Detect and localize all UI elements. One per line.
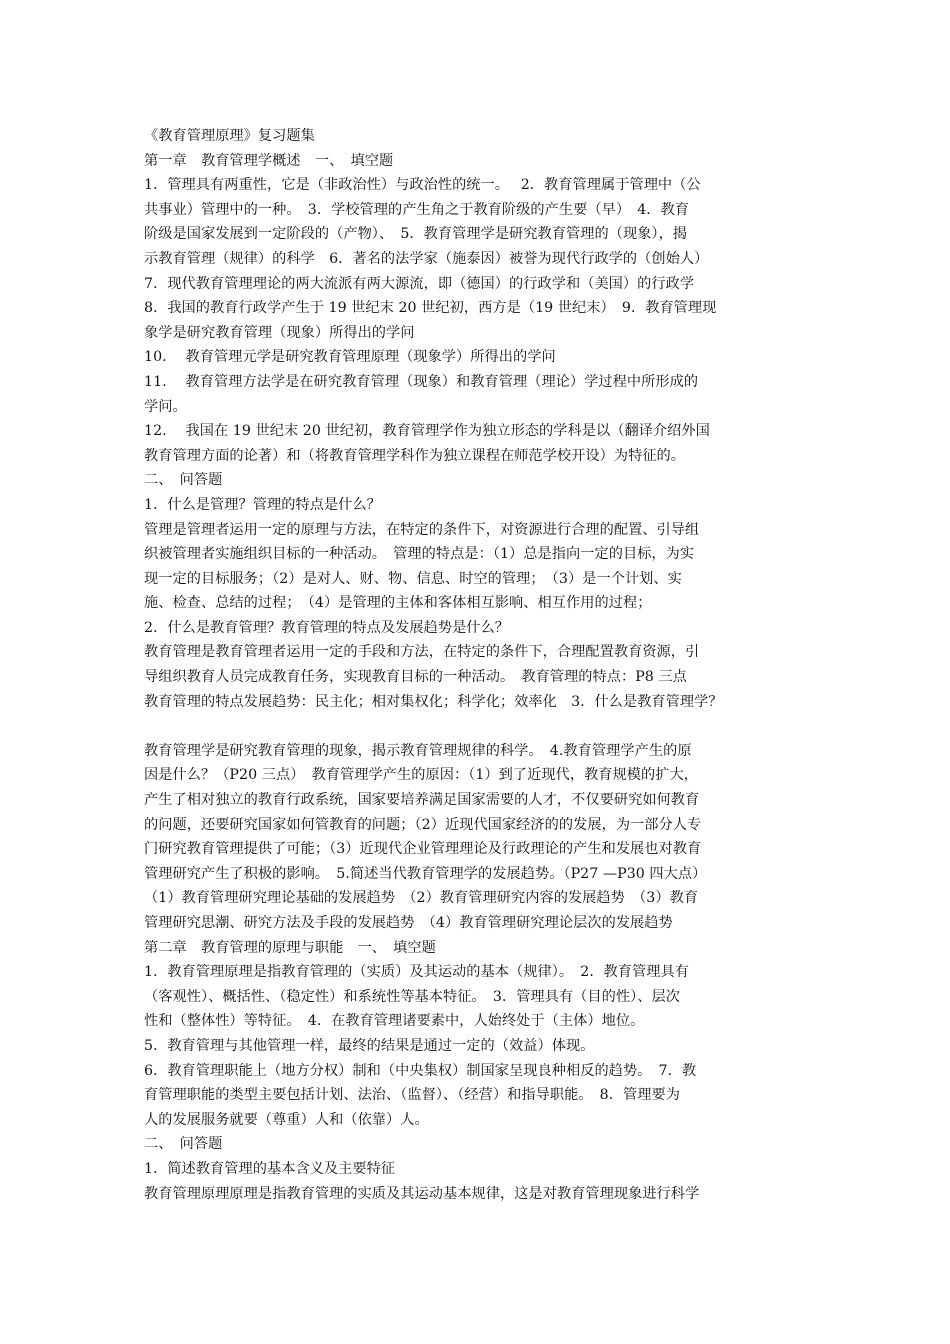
chapter-2-heading: 第二章 教育管理的原理与职能 一、 填空题 xyxy=(144,939,436,956)
text-line: 8．我国的教育行政学产生于 19 世纪末 20 世纪初，西方是（19 世纪末） 9．教育管理现 xyxy=(144,300,717,317)
text-line: 人的发展服务就要（尊重）人和（依靠）人。 xyxy=(144,1111,429,1128)
text-line: 象学是研究教育管理（现象）所得出的学问 xyxy=(144,324,415,341)
text-line: 11. 教育管理方法学是在研究教育管理（现象）和教育管理（理论）学过程中所形成的 xyxy=(144,373,699,390)
text-line: 7．现代教育管理理论的两大流派有两大源流，即（德国）的行政学和（美国）的行政学 xyxy=(144,275,695,292)
text-line: 5．教育管理与其他管理一样，最终的结果是通过一定的（效益）体现。 xyxy=(144,1037,595,1054)
question-line: 2．什么是教育管理？教育管理的特点及发展趋势是什么？ xyxy=(144,619,510,636)
text-line: 示教育管理（规律）的科学 6．著名的法学家（施泰因）被誉为现代行政学的（创始人） xyxy=(144,250,709,267)
text-line: 教育管理原理原理是指教育管理的实质及其运动基本规律，这是对教育管理现象进行科学 xyxy=(144,1185,700,1202)
section-heading: 二、 问答题 xyxy=(144,472,223,489)
text-line: 施、检查、总结的过程； （4）是管理的主体和客体相互影响、相互作用的过程； xyxy=(144,595,652,612)
text-line: 学问。 xyxy=(144,398,187,415)
text-line: 教育管理是教育管理者运用一定的手段和方法，在特定的条件下，合理配置教育资源，引 xyxy=(144,644,700,661)
text-line: 教育管理的特点发展趋势：民主化；相对集权化；科学化；效率化 3．什么是教育管理学？ xyxy=(144,693,723,710)
text-line: 现一定的目标服务；（2）是对人、财、物、信息、时空的管理； （3）是一个计划、实 xyxy=(144,570,682,587)
text-line: 门研究教育管理提供了可能；（3）近现代企业管理理论及行政理论的产生和发展也对教育 xyxy=(144,841,702,858)
text-line: 1．管理具有两重性，它是（非政治性）与政治性的统一。 2．教育管理属于管理中（公 xyxy=(144,177,701,194)
text-line: （客观性）、概括性、（稳定性）和系统性等基本特征。 3．管理具有（目的性）、层次 xyxy=(144,988,680,1005)
text-line: 教育管理方面的论著）和（将教育管理学科作为独立课程在师范学校开设）为特征的。 xyxy=(144,447,686,464)
text-line: 管理研究思潮、研究方法及手段的发展趋势 （4）教育管理研究理论层次的发展趋势 xyxy=(144,915,673,931)
text-line: 的问题，还要研究国家如何管教育的问题；（2）近现代国家经济的的发展，为一部分人专 xyxy=(144,816,702,833)
text-line: 导组织教育人员完成教育任务，实现教育目标的一种活动。 教育管理的特点：P8 三点 xyxy=(144,669,687,686)
text-line: 10. 教育管理元学是研究教育管理原理（现象学）所得出的学问 xyxy=(144,349,556,366)
text-line: 管理是管理者运用一定的原理与方法，在特定的条件下，对资源进行合理的配置、引导组 xyxy=(144,521,700,538)
text-line: 性和（整体性）等特征。 4．在教育管理诸要素中，人始终处于（主体）地位。 xyxy=(144,1013,645,1030)
text-line: 管理研究产生了积极的影响。 5.简述当代教育管理学的发展趋势。（P27 —P30 四大点） xyxy=(144,865,707,882)
text-line: （1）教育管理研究理论基础的发展趋势 （2）教育管理研究内容的发展趋势 （3）教育 xyxy=(144,890,699,907)
section-heading: 二、 问答题 xyxy=(144,1136,223,1153)
question-line: 1．什么是管理？管理的特点是什么？ xyxy=(144,496,381,513)
document-title: 《教育管理原理》复习题集 xyxy=(144,128,315,144)
text-line: 12. 我国在 19 世纪末 20 世纪初，教育管理学作为独立形态的学科是以（翻译介绍外国 xyxy=(144,423,710,440)
chapter-1-heading: 第一章 教育管理学概述 一、 填空题 xyxy=(144,152,394,169)
text-line: 阶级是国家发展到一定阶段的（产物）、 5．教育管理学是研究教育管理的（现象），揭 xyxy=(144,226,688,243)
text-line: 共事业）管理中的一种。 3．学校管理的产生角之于教育阶级的产生要（早） 4．教育 xyxy=(144,201,689,218)
text-line: 因是什么？（P20 三点） 教育管理学产生的原因：（1）到了近现代，教育规模的扩大， xyxy=(144,767,698,784)
blank-line xyxy=(144,714,810,739)
text-line: 6．教育管理职能上（地方分权）制和（中央集权）制国家呈现良种相反的趋势。 7．教 xyxy=(144,1062,697,1079)
text-line: 育管理职能的类型主要包括计划、法治、（监督）、（经营）和指导职能。 8．管理要为 xyxy=(144,1087,680,1104)
document-page xyxy=(144,124,810,1206)
question-line: 1．简述教育管理的基本含义及主要特征 xyxy=(144,1160,396,1177)
text-line: 教育管理学是研究教育管理的现象，揭示教育管理规律的科学。 4.教育管理学产生的原 xyxy=(144,742,692,759)
text-line: 1．教育管理原理是指教育管理的（实质）及其运动的基本（规律）。 2．教育管理具有 xyxy=(144,964,689,981)
text-line: 织被管理者实施组织目标的一种活动。 管理的特点是：（1）总是指向一定的目标，为实 xyxy=(144,546,695,563)
text-line: 产生了相对独立的教育行政系统，国家要培养满足国家需要的人才，不仅要研究如何教育 xyxy=(144,792,700,809)
